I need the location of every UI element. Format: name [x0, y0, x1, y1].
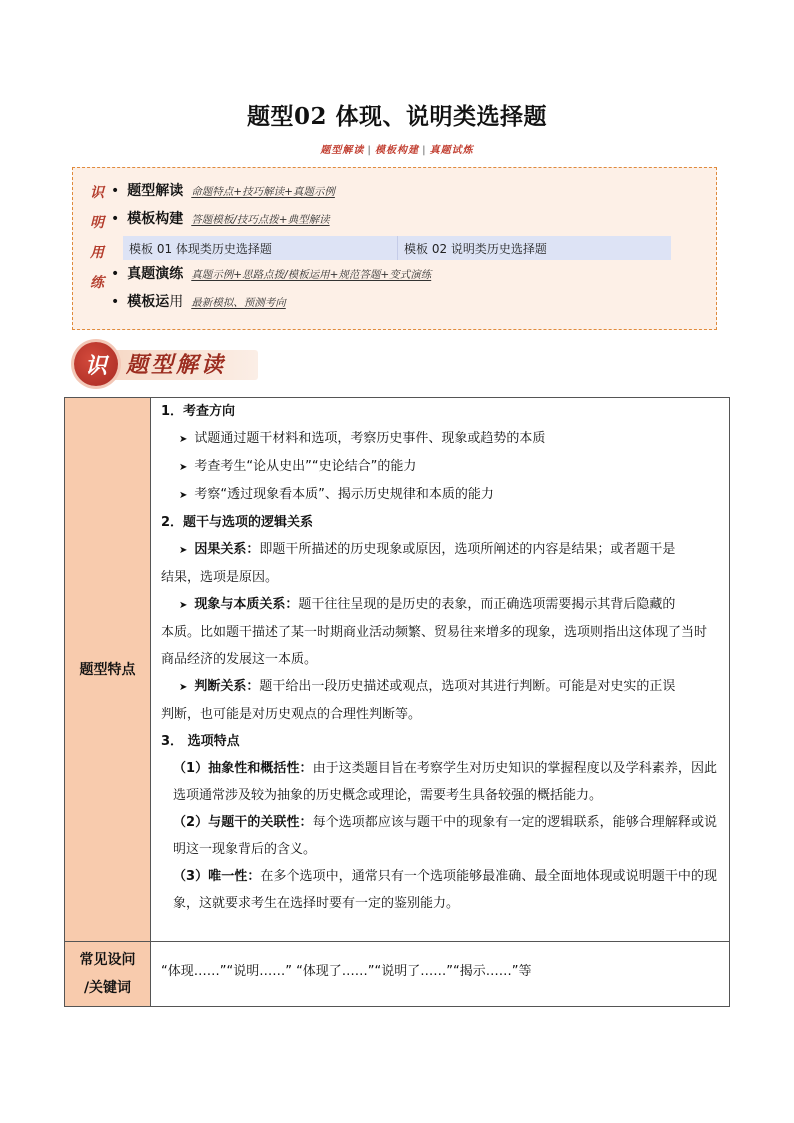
list-item: ➤ 判断关系：题干给出一段历史描述或观点，选项对其进行判断。可能是对史实的正误: [179, 679, 676, 694]
template-bar: [123, 236, 671, 260]
side-char: 明: [90, 215, 104, 231]
section-subtitle: 题型解读 | 模板构建 | 真题试炼: [320, 145, 474, 156]
side-char: 用: [90, 245, 104, 261]
list-item: ➤ 因果关系：即题干所描述的历史现象或原因，选项所阐述的内容是结果；或者题干是: [179, 542, 676, 557]
page-title: 题型02 体现、说明类选择题: [246, 103, 547, 130]
row-label-keywords: 常见设问 /关键词: [65, 942, 151, 1007]
list-item: ➤ 考察“透过现象看本质”、揭示历史规律和本质的能力: [179, 487, 494, 502]
section-heading: 2．题干与选项的逻辑关系: [161, 515, 314, 530]
section-heading: 3． 选项特点: [161, 734, 240, 749]
overview-item-template: [111, 208, 330, 228]
banner-badge-icon: 识: [74, 342, 118, 386]
list-item: （3）唯一性：在多个选项中，通常只有一个选项能够最准确、最全面地体现或说明题干中的现象，这就要求考生在选择时要有一定的鉴别能力。: [173, 869, 717, 911]
list-item-continuation: 本质。比如题干描述了某一时期商业活动频繁、贸易往来增多的现象，选项则指出这体现了当时商品经济的发展这一本质。: [161, 625, 708, 667]
overview-item-label: 题型解读: [127, 183, 184, 199]
keywords-content: “体现……”“说明……” “体现了……”“说明了……”“揭示……”等: [151, 942, 730, 1007]
table-row: [65, 398, 730, 942]
row-label-features: 题型特点: [65, 398, 151, 942]
overview-side-characters: [87, 178, 107, 298]
arrow-icon: ➤: [179, 490, 188, 501]
features-content: [151, 398, 730, 942]
arrow-icon: ➤: [179, 462, 188, 473]
overview-item-interpretation: [111, 180, 335, 200]
list-item-continuation: 判断，也可能是对历史观点的合理性判断等。: [161, 707, 422, 722]
overview-item-desc: 最新模拟、预测考向: [191, 297, 286, 309]
template-link-01[interactable]: 模板 01 体现类历史选择题: [123, 236, 398, 260]
overview-item-label: 模板构建: [127, 211, 184, 227]
list-item-continuation: 结果，选项是原因。: [161, 570, 279, 585]
feature-table: [64, 397, 730, 1007]
subtitle-part-1: 题型解读: [320, 145, 365, 156]
list-item: ➤ 现象与本质关系：题干往往呈现的是历史的表象，而正确选项需要揭示其背后隐藏的: [179, 597, 676, 612]
side-char: 练: [90, 275, 104, 291]
banner-title: 题型解读: [126, 352, 227, 378]
list-item: （1）抽象性和概括性：由于这类题目旨在考察学生对历史知识的掌握程度以及学科素养，因此选项通常涉及较为抽象的历史概念或理论，需要考生具备较强的概括能力。: [173, 761, 717, 803]
table-row: [65, 942, 730, 1007]
overview-item-desc: 命题特点+技巧解读+真题示例: [191, 186, 335, 198]
bullet-icon: •: [111, 183, 120, 199]
bullet-icon: •: [111, 211, 120, 227]
overview-item-label: 真题演练: [127, 266, 184, 282]
overview-item-application: [111, 291, 286, 311]
template-link-02[interactable]: 模板 02 说明类历史选择题: [404, 241, 547, 256]
overview-box: [72, 167, 717, 330]
overview-item-practice: [111, 263, 431, 283]
list-item: ➤ 考查考生“论从史出”“史论结合”的能力: [179, 459, 417, 474]
section-banner: [74, 342, 258, 386]
overview-item-label: 模板运用: [127, 294, 184, 310]
overview-item-desc: 真题示例+思路点拨/模板运用+规范答题+变式演练: [191, 269, 432, 281]
subtitle-part-2: 模板构建: [375, 145, 419, 156]
subtitle-part-3: 真题试炼: [429, 145, 474, 156]
section-heading: 1．考查方向: [161, 404, 236, 419]
list-item: ➤ 试题通过题干材料和选项，考察历史事件、现象或趋势的本质: [179, 431, 546, 446]
side-char: 识: [90, 185, 104, 201]
arrow-icon: ➤: [179, 682, 188, 693]
arrow-icon: ➤: [179, 434, 188, 445]
bullet-icon: •: [111, 266, 120, 282]
arrow-icon: ➤: [179, 600, 188, 611]
bullet-icon: •: [111, 294, 120, 310]
overview-item-desc: 答题模板/技巧点拨+典型解读: [191, 214, 330, 226]
arrow-icon: ➤: [179, 545, 188, 556]
list-item: （2）与题干的关联性：每个选项都应该与题干中的现象有一定的逻辑联系，能够合理解释或说明这一现象背后的含义。: [173, 815, 717, 857]
